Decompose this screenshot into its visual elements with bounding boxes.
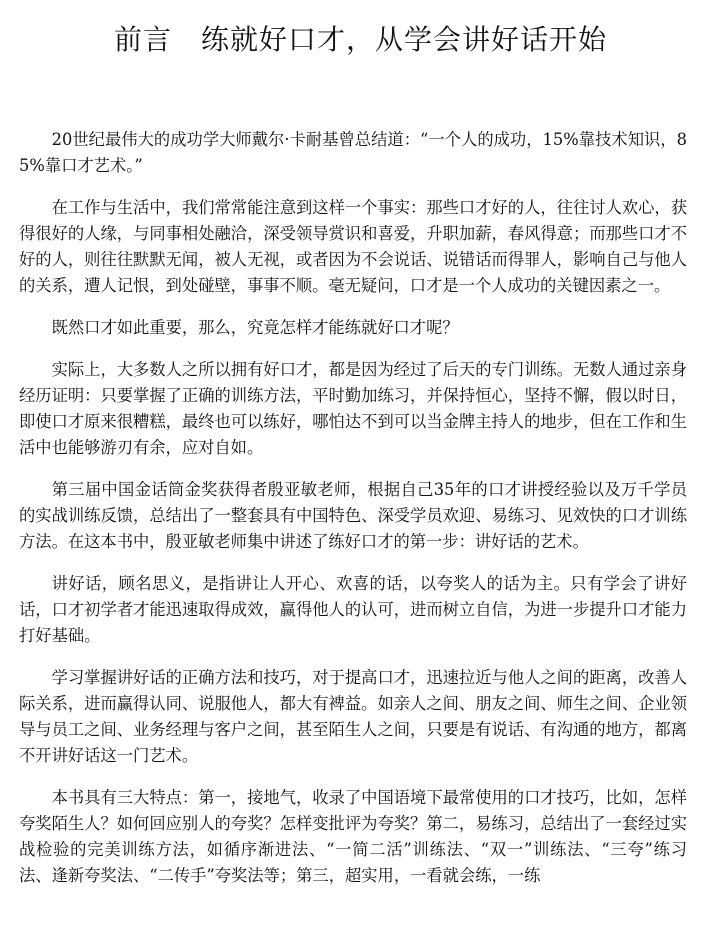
body-text [19,127,687,905]
page-title: 前言 练就好口才，从学会讲好话开始 [113,23,607,56]
paragraph-5: 第三届中国金话筒金奖获得者殷亚敏老师，根据自己35年的口才讲授经验以及万千学员的实战训练反馈，总结出了一整套具有中国特色、深受学员欢迎、易练习、见效快的口才训练方法。在这本书中，殷亚敏老师集中讲述了练好口才的第一步：讲好话的艺术。 [19,480,687,551]
paragraph-1: 20世纪最伟大的成功学大师戴尔·卡耐基曾总结道：“一个人的成功，15%靠技术知识，85%靠口才艺术。” [19,130,687,175]
paragraph-7: 学习掌握讲好话的正确方法和技巧，对于提高口才，迅速拉近与他人之间的距离，改善人际关系，进而赢得认同、说服他人，都大有裨益。如亲人之间、朋友之间、师生之间、企业领导与员工之间、业务经理与客户之间，甚至陌生人之间，只要是有说话、有沟通的地方，都离不开讲好话这一门艺术。 [19,668,687,765]
paragraph-8: 本书具有三大特点：第一，接地气，收录了中国语境下最常使用的口才技巧，比如，怎样夸奖陌生人？如何回应别人的夸奖？怎样变批评为夸奖？第二，易练习，总结出了一套经过实战检验的完美训练方法，如循序渐进法、“一简二活”训练法、“双一”训练法、“三夸”练习法、逢新夸奖法、“二传手”夸奖法等；第三，超实用，一看就会练，一练 [19,788,687,885]
paragraph-4: 实际上，大多数人之所以拥有好口才，都是因为经过了后天的专门训练。无数人通过亲身经历证明：只要掌握了正确的训练方法，平时勤加练习，并保持恒心，坚持不懈，假以时日，即使口才原来很糟糕，最终也可以练好，哪怕达不到可以当金牌主持人的地步，但在工作和生活中也能够游刃有余，应对自如。 [19,360,687,457]
paragraph-2: 在工作与生活中，我们常常能注意到这样一个事实：那些口才好的人，往往讨人欢心，获得很好的人缘，与同事相处融洽，深受领导赏识和喜爱，升职加薪，春风得意；而那些口才不好的人，则往往默默无闻，被人无视，或者因为不会说话、说错话而得罪人，影响自己与他人的关系，遭人记恨，到处碰壁，事事不顺。毫无疑问，口才是一个人成功的关键因素之一。 [19,198,687,295]
paragraph-6: 讲好话，顾名思义，是指讲让人开心、欢喜的话，以夸奖人的话为主。只有学会了讲好话，口才初学者才能迅速取得成效，赢得他人的认可，进而树立自信，为进一步提升口才能力打好基础。 [19,574,687,645]
paragraph-3: 既然口才如此重要，那么，究竟怎样才能练就好口才呢？ [51,318,459,337]
